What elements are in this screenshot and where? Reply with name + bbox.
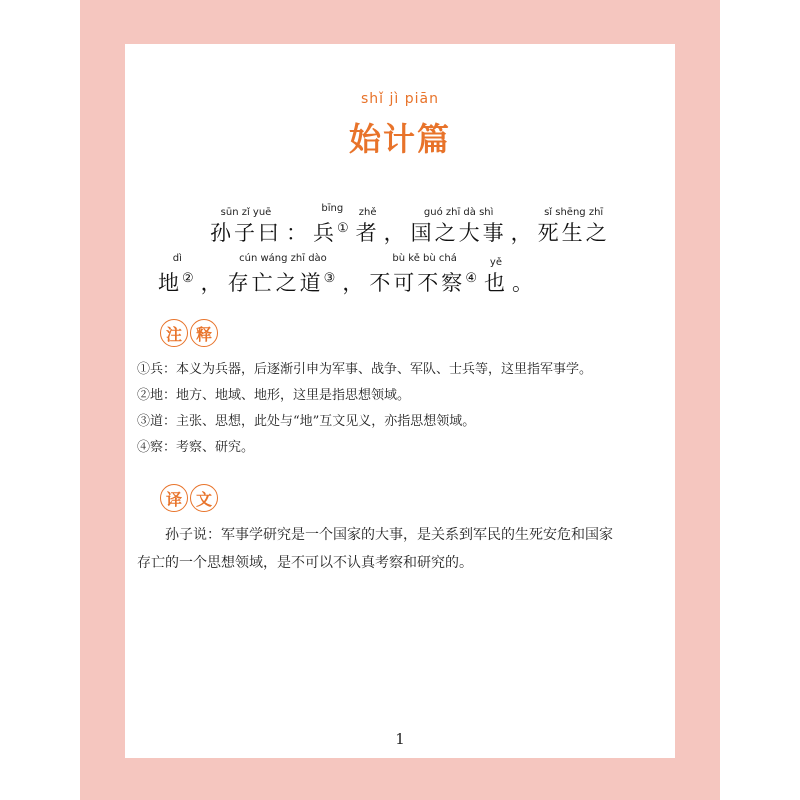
verse-punctuation: ： bbox=[286, 221, 307, 245]
verse-segment bbox=[313, 202, 352, 246]
title-pinyin: shǐ jì piān bbox=[361, 91, 439, 107]
footnote-marker: ④ bbox=[465, 271, 480, 286]
translation-heading-char: 文 bbox=[190, 484, 218, 512]
verse-hanzi-text: 地 bbox=[158, 271, 182, 295]
note-item: ③道：主张、思想，此处与“地”互文见义，亦指思想领域。 bbox=[137, 414, 476, 429]
note-item: ①兵：本义为兵器，后逐渐引申为军事、战争、军队、士兵等，这里指军事学。 bbox=[137, 362, 593, 377]
verse-hanzi bbox=[228, 266, 339, 296]
verse-pinyin: yě bbox=[489, 257, 502, 268]
verse-hanzi bbox=[538, 220, 610, 246]
verse-segment bbox=[484, 256, 508, 296]
verse-pinyin: dì bbox=[172, 253, 182, 264]
verse-punctuation: ， bbox=[510, 221, 532, 245]
notes-heading bbox=[160, 319, 218, 347]
notes-heading-char: 注 bbox=[160, 319, 188, 347]
verse-hanzi-text: 存亡之道 bbox=[227, 271, 324, 295]
verse-hanzi-text: 者 bbox=[355, 221, 380, 245]
book-page bbox=[125, 44, 675, 758]
verse-hanzi-text: 国之大事 bbox=[410, 221, 507, 245]
translation-text bbox=[137, 521, 662, 577]
verse-hanzi-text: 兵 bbox=[313, 221, 337, 245]
verse-hanzi bbox=[158, 266, 197, 296]
verse-hanzi bbox=[313, 216, 352, 246]
page-title: 始计篇 bbox=[348, 120, 451, 158]
verse-punctuation: 。 bbox=[511, 271, 533, 295]
verse-punctuation: ， bbox=[200, 271, 222, 295]
verse-segment bbox=[210, 206, 282, 246]
verse-pinyin: bù kě bù chá bbox=[392, 253, 457, 264]
verse-punctuation: ， bbox=[342, 271, 364, 295]
verse-line-2 bbox=[158, 252, 539, 296]
verse-segment bbox=[356, 206, 380, 246]
verse-segment bbox=[228, 252, 339, 296]
footnote-marker: ① bbox=[337, 221, 352, 236]
verse-segment bbox=[411, 206, 507, 246]
verse-hanzi bbox=[411, 220, 507, 246]
verse-hanzi-text: 也 bbox=[483, 271, 508, 295]
notes-list bbox=[137, 357, 667, 461]
note-item: ④察：考察、研究。 bbox=[137, 440, 255, 455]
verse-segment bbox=[538, 206, 610, 246]
page-number: 1 bbox=[395, 730, 405, 748]
notes-heading-char: 释 bbox=[190, 319, 218, 347]
verse-punctuation: ， bbox=[383, 221, 405, 245]
note-item: ②地：地方、地域、地形，这里是指思想领域。 bbox=[137, 388, 411, 403]
verse-hanzi bbox=[356, 220, 380, 246]
verse-hanzi bbox=[369, 266, 480, 296]
translation-heading-char: 译 bbox=[160, 484, 188, 512]
verse-pinyin: sǐ shēng zhī bbox=[544, 207, 604, 218]
verse-hanzi-text: 不可不察 bbox=[369, 271, 466, 295]
translation-line: 孙子说：军事学研究是一个国家的大事，是关系到军民的生死安危和国家 bbox=[137, 527, 613, 543]
verse-pinyin: sūn zǐ yuē bbox=[220, 207, 272, 218]
verse-hanzi bbox=[210, 220, 282, 246]
verse-segment bbox=[369, 252, 480, 296]
verse-line-1 bbox=[210, 202, 614, 246]
translation-heading bbox=[160, 484, 218, 512]
verse-pinyin: guó zhī dà shì bbox=[423, 207, 494, 218]
verse-hanzi bbox=[484, 270, 508, 296]
footnote-marker: ② bbox=[182, 271, 197, 286]
footnote-marker: ③ bbox=[323, 271, 339, 286]
verse-hanzi-text: 孙子曰 bbox=[210, 221, 282, 245]
translation-line: 存亡的一个思想领域，是不可以不认真考察和研究的。 bbox=[137, 555, 473, 571]
verse-pinyin: cún wáng zhī dào bbox=[239, 253, 327, 264]
verse-pinyin: zhě bbox=[358, 207, 377, 218]
verse-hanzi-text: 死生之 bbox=[537, 221, 610, 245]
verse-segment bbox=[158, 252, 197, 296]
verse-pinyin: bīng bbox=[321, 203, 344, 214]
